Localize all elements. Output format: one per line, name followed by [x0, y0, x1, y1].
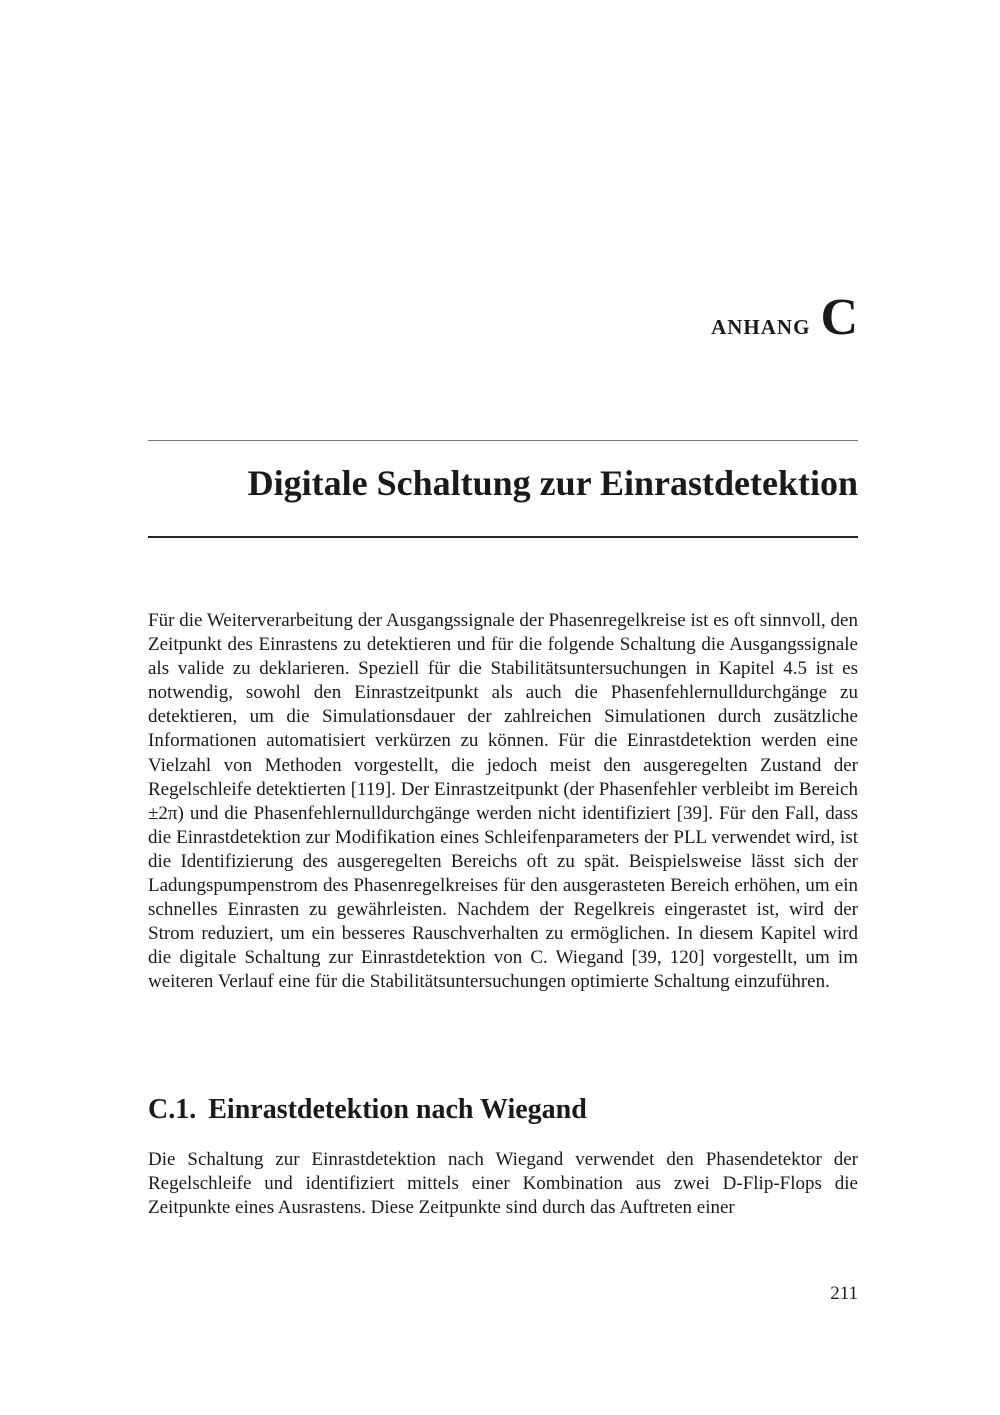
section-number: C.1. — [148, 1094, 197, 1125]
title-rule-top — [148, 440, 858, 441]
chapter-label-word: anhang — [711, 308, 811, 341]
chapter-label-letter: C — [820, 289, 858, 346]
title-rule-bottom — [148, 536, 858, 538]
page-number: 211 — [830, 1283, 858, 1304]
section-title: Einrastdetektion nach Wiegand — [208, 1094, 587, 1125]
intro-paragraph: Für die Weiterverarbeitung der Ausgangssignale der Phasenregelkreise ist es oft sinnvoll, den Zeitpunkt des Einrastens zu detektieren und für die folgende Schaltung die Ausgangssignale als valide zu deklarieren. Speziell für die Stabilitätsuntersuchungen in Kapitel 4.5 ist es notwendig, sowohl den Einrastzeitpunkt als auch die Phasenfehlernulldurchgänge zu detektieren, um die Simulationsdauer der zahlreichen Simulationen durch zusätzliche Informationen automatisiert verkürzen zu können. Für die Einrastdetektion werden eine Vielzahl von Methoden vorgestellt, die jedoch meist den ausgeregelten Zustand der Regelschleife detektierten [119]. Der Einrastzeitpunkt (der Phasenfehler verbleibt im Bereich ±2π) und die Phasenfehlernulldurchgänge werden nicht identifiziert [39]. Für den Fall, dass die Einrastdetektion zur Modifikation eines Schleifenparameters der PLL verwendet wird, ist die Identifizierung des ausgeregelten Bereichs oft zu spät. Beispielsweise lässt sich der Ladungspumpenstrom des Phasenregelkreises für den ausgerasteten Bereich erhöhen, um ein schnelles Einrasten zu gewährleisten. Nachdem der Regelkreis eingerastet ist, wird der Strom reduziert, um ein besseres Rauschverhalten zu ermöglichen. In diesem Kapitel wird die digitale Schaltung zur Einrastdetektion von C. Wiegand [39, 120] vorgestellt, um im weiteren Verlauf eine für die Stabilitätsuntersuchungen optimierte Schaltung einzuführen. — [148, 610, 858, 993]
chapter-title: Digitale Schaltung zur Einrastdetektion — [247, 463, 858, 503]
chapter-label — [711, 289, 858, 346]
section-paragraph: Die Schaltung zur Einrastdetektion nach Wiegand verwendet den Phasendetektor der Regelschleife und identifiziert mittels einer Kombination aus zwei D-Flip-Flops die Zeitpunkte eines Ausrastens. Diese Zeitpunkte sind durch das Auftreten einer — [148, 1149, 858, 1219]
section-heading — [148, 1090, 587, 1130]
